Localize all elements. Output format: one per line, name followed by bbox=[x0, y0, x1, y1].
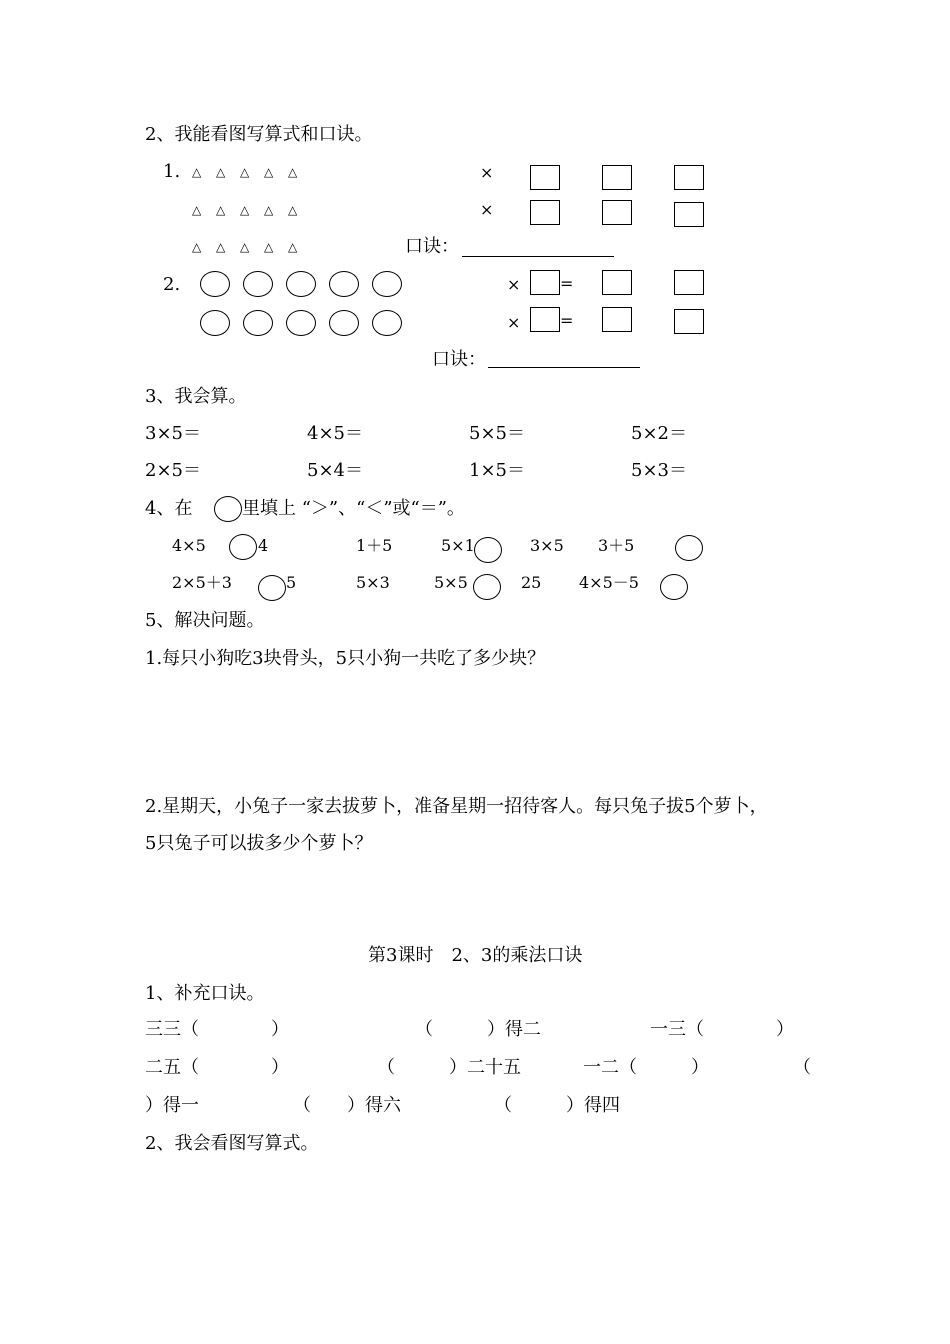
koujue-fill-item: 一三（ ） bbox=[650, 1019, 794, 1040]
circle-icon bbox=[329, 310, 359, 336]
answer-box[interactable] bbox=[674, 270, 704, 295]
circle-icon bbox=[372, 310, 402, 336]
item2-number: 2. bbox=[163, 274, 181, 295]
koujue-fill-item: 一二（ ） bbox=[583, 1057, 709, 1078]
problem-2-line1: 2.星期天，小兔子一家去拔萝卜，准备星期一招待客人。每只兔子拔5个萝卜， bbox=[145, 796, 768, 817]
answer-box[interactable] bbox=[674, 202, 704, 227]
calc-item: 5×3＝ bbox=[631, 460, 687, 481]
answer-box[interactable] bbox=[602, 165, 632, 190]
calc-item: 4×5＝ bbox=[307, 423, 363, 444]
times-sign: × bbox=[480, 163, 494, 182]
section5-heading: 5、解决问题。 bbox=[145, 610, 265, 631]
triangle-icon: △ bbox=[240, 240, 250, 254]
lesson3-section1-heading: 1、补充口诀。 bbox=[145, 983, 265, 1004]
compare-expression: 5×3 bbox=[356, 573, 390, 592]
triangle-icon: △ bbox=[264, 240, 274, 254]
problem-1: 1.每只小狗吃3块骨头，5只小狗一共吃了多少块？ bbox=[145, 648, 546, 669]
answer-box[interactable] bbox=[530, 307, 560, 332]
answer-box[interactable] bbox=[530, 200, 560, 225]
koujue-fill-item: （ ）得二 bbox=[415, 1019, 541, 1040]
lesson3-section2-heading: 2、我会看图写算式。 bbox=[145, 1133, 319, 1154]
triangle-icon: △ bbox=[264, 203, 274, 217]
compare-expression: 25 bbox=[521, 573, 542, 592]
times-sign: × bbox=[507, 275, 521, 294]
koujue-fill-item: （ ）得六 bbox=[293, 1095, 401, 1116]
compare-circle[interactable] bbox=[660, 574, 688, 600]
triangle-icon: △ bbox=[240, 165, 250, 179]
section4-heading-rest: 里填上 “＞”、“＜”或“＝”。 bbox=[242, 498, 465, 519]
answer-box[interactable] bbox=[602, 307, 632, 332]
triangle-icon: △ bbox=[192, 203, 202, 217]
koujue-fill-item: （ bbox=[793, 1057, 811, 1078]
triangle-icon: △ bbox=[288, 165, 298, 179]
triangle-icon: △ bbox=[216, 165, 226, 179]
circle-icon bbox=[286, 310, 316, 336]
calc-item: 5×4＝ bbox=[307, 460, 363, 481]
lesson-title: 第3课时 2、3的乘法口诀 bbox=[368, 945, 583, 966]
triangle-icon: △ bbox=[240, 203, 250, 217]
triangle-icon: △ bbox=[192, 165, 202, 179]
compare-expression: 5×1 bbox=[441, 536, 475, 555]
equals-sign: = bbox=[560, 311, 574, 330]
answer-box[interactable] bbox=[602, 270, 632, 295]
triangle-icon: △ bbox=[264, 165, 274, 179]
koujue-fill-item: （ ）二十五 bbox=[377, 1057, 521, 1078]
times-sign: × bbox=[507, 313, 521, 332]
compare-expression: 1＋5 bbox=[356, 536, 393, 555]
triangle-icon: △ bbox=[216, 203, 226, 217]
compare-expression: 5 bbox=[286, 573, 297, 592]
section3-heading: 3、我会算。 bbox=[145, 386, 247, 407]
circle-icon bbox=[372, 271, 402, 297]
calc-item: 1×5＝ bbox=[469, 460, 525, 481]
compare-circle[interactable] bbox=[258, 575, 286, 601]
triangle-icon: △ bbox=[216, 240, 226, 254]
answer-box[interactable] bbox=[674, 165, 704, 190]
circle-icon bbox=[243, 271, 273, 297]
circle-icon bbox=[243, 310, 273, 336]
answer-box[interactable] bbox=[530, 270, 560, 295]
compare-expression: 5×5 bbox=[434, 573, 468, 592]
item1-number: 1. bbox=[163, 161, 181, 182]
circle-icon bbox=[286, 271, 316, 297]
circle-icon bbox=[200, 310, 230, 336]
compare-circle[interactable] bbox=[675, 535, 703, 561]
answer-box[interactable] bbox=[530, 165, 560, 190]
calc-item: 3×5＝ bbox=[145, 423, 201, 444]
compare-expression: 3＋5 bbox=[598, 536, 635, 555]
compare-expression: 3×5 bbox=[530, 536, 564, 555]
circle-icon bbox=[200, 271, 230, 297]
koujue-answer-line[interactable] bbox=[462, 256, 614, 257]
compare-expression: 4×5－5 bbox=[579, 573, 639, 592]
circle-icon bbox=[214, 496, 242, 522]
triangle-icon: △ bbox=[288, 203, 298, 217]
triangle-icon: △ bbox=[288, 240, 298, 254]
koujue-label: 口诀： bbox=[405, 236, 459, 257]
calc-item: 2×5＝ bbox=[145, 460, 201, 481]
koujue-answer-line[interactable] bbox=[488, 367, 640, 368]
answer-box[interactable] bbox=[674, 309, 704, 334]
compare-circle[interactable] bbox=[474, 537, 502, 563]
circle-icon bbox=[329, 271, 359, 297]
problem-2-line2: 5只兔子可以拔多少个萝卜？ bbox=[145, 833, 373, 854]
calc-item: 5×2＝ bbox=[631, 423, 687, 444]
section2-heading: 2、我能看图写算式和口诀。 bbox=[145, 124, 373, 145]
calc-item: 5×5＝ bbox=[469, 423, 525, 444]
koujue-fill-item: 二五（ ） bbox=[145, 1057, 289, 1078]
triangle-icon: △ bbox=[192, 240, 202, 254]
koujue-fill-item: ）得一 bbox=[145, 1095, 199, 1116]
koujue-fill-item: （ ）得四 bbox=[494, 1095, 620, 1116]
compare-circle[interactable] bbox=[473, 574, 501, 600]
compare-expression: 4 bbox=[258, 536, 269, 555]
answer-box[interactable] bbox=[602, 200, 632, 225]
compare-circle[interactable] bbox=[229, 534, 257, 560]
compare-expression: 2×5＋3 bbox=[172, 573, 232, 592]
equals-sign: = bbox=[560, 274, 574, 293]
koujue-fill-item: 三三（ ） bbox=[145, 1019, 289, 1040]
section4-heading-lead: 4、在 bbox=[145, 498, 193, 519]
compare-expression: 4×5 bbox=[172, 536, 206, 555]
koujue-label: 口诀： bbox=[432, 349, 486, 370]
times-sign: × bbox=[480, 200, 494, 219]
